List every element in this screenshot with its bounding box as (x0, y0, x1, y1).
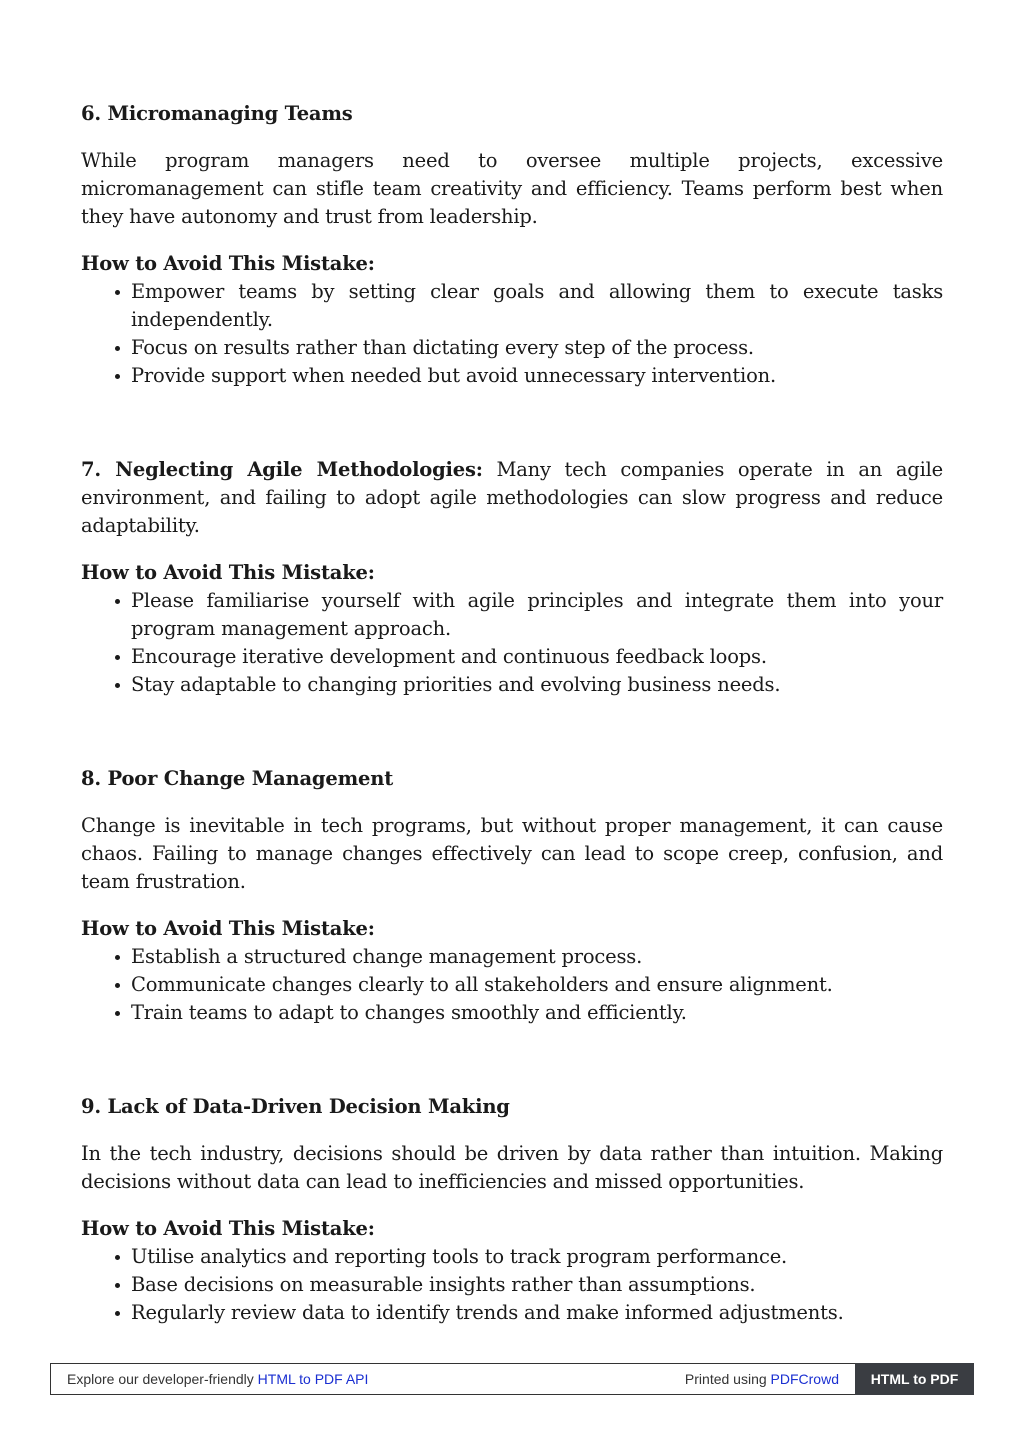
section-micromanaging (81, 100, 943, 390)
section-data-driven (81, 1093, 943, 1327)
document-body (81, 100, 943, 1327)
footer-left (67, 1371, 368, 1387)
section-agile (81, 456, 943, 699)
tips-list (81, 587, 943, 699)
list-item: Please familiarise yourself with agile principles and integrate them into your program management approach. (131, 587, 943, 643)
section-paragraph: Change is inevitable in tech programs, but without proper management, it can cause chaos. Failing to manage changes effectively can lead to scope creep, confusion, and team frustration. (81, 814, 943, 893)
avoid-title: How to Avoid This Mistake: (81, 561, 375, 584)
html-to-pdf-badge[interactable]: HTML to PDF (855, 1363, 974, 1395)
avoid-title: How to Avoid This Mistake: (81, 1217, 375, 1240)
list-item: Encourage iterative development and continuous feedback loops. (131, 643, 943, 671)
list-item: Provide support when needed but avoid unnecessary intervention. (131, 362, 943, 390)
list-item: Base decisions on measurable insights rather than assumptions. (131, 1271, 943, 1299)
avoid-title: How to Avoid This Mistake: (81, 252, 375, 275)
html-to-pdf-api-link[interactable]: HTML to PDF API (257, 1371, 369, 1387)
section-paragraph-text: Many tech companies operate in an agile environment, and failing to adopt agile methodologies can slow progress and reduce adaptability. (81, 458, 943, 537)
section-heading: 9. Lack of Data-Driven Decision Making (81, 1095, 510, 1118)
list-item: Empower teams by setting clear goals and allowing them to execute tasks independently. (131, 278, 943, 334)
section-paragraph: In the tech industry, decisions should be driven by data rather than intuition. Making decisions without data can lead to inefficiencies and missed opportunities. (81, 1142, 943, 1193)
footer-right (685, 1371, 839, 1387)
pdf-footer-bar (50, 1363, 974, 1395)
tips-list (81, 943, 943, 1027)
list-item: Regularly review data to identify trends and make informed adjustments. (131, 1299, 943, 1327)
list-item: Train teams to adapt to changes smoothly and efficiently. (131, 999, 943, 1027)
section-paragraph: While program managers need to oversee multiple projects, excessive micromanagement can stifle team creativity and efficiency. Teams perform best when they have autonomy and trust from leadership. (81, 149, 943, 228)
section-spacer (81, 699, 943, 765)
avoid-title: How to Avoid This Mistake: (81, 917, 375, 940)
section-change-management (81, 765, 943, 1027)
section-paragraph (81, 456, 943, 540)
section-heading: 7. Neglecting Agile Methodologies: (81, 458, 483, 481)
list-item: Stay adaptable to changing priorities and evolving business needs. (131, 671, 943, 699)
footer-left-text: Explore our developer-friendly (67, 1371, 258, 1387)
footer-right-text: Printed using (684, 1371, 771, 1387)
list-item: Focus on results rather than dictating every step of the process. (131, 334, 943, 362)
list-item: Establish a structured change management process. (131, 943, 943, 971)
list-item: Communicate changes clearly to all stakeholders and ensure alignment. (131, 971, 943, 999)
section-spacer (81, 1027, 943, 1093)
section-heading: 6. Micromanaging Teams (81, 102, 353, 125)
tips-list (81, 278, 943, 390)
pdfcrowd-link[interactable]: PDFCrowd (770, 1371, 839, 1387)
section-spacer (81, 390, 943, 456)
list-item: Utilise analytics and reporting tools to track program performance. (131, 1243, 943, 1271)
tips-list (81, 1243, 943, 1327)
section-heading: 8. Poor Change Management (81, 767, 393, 790)
